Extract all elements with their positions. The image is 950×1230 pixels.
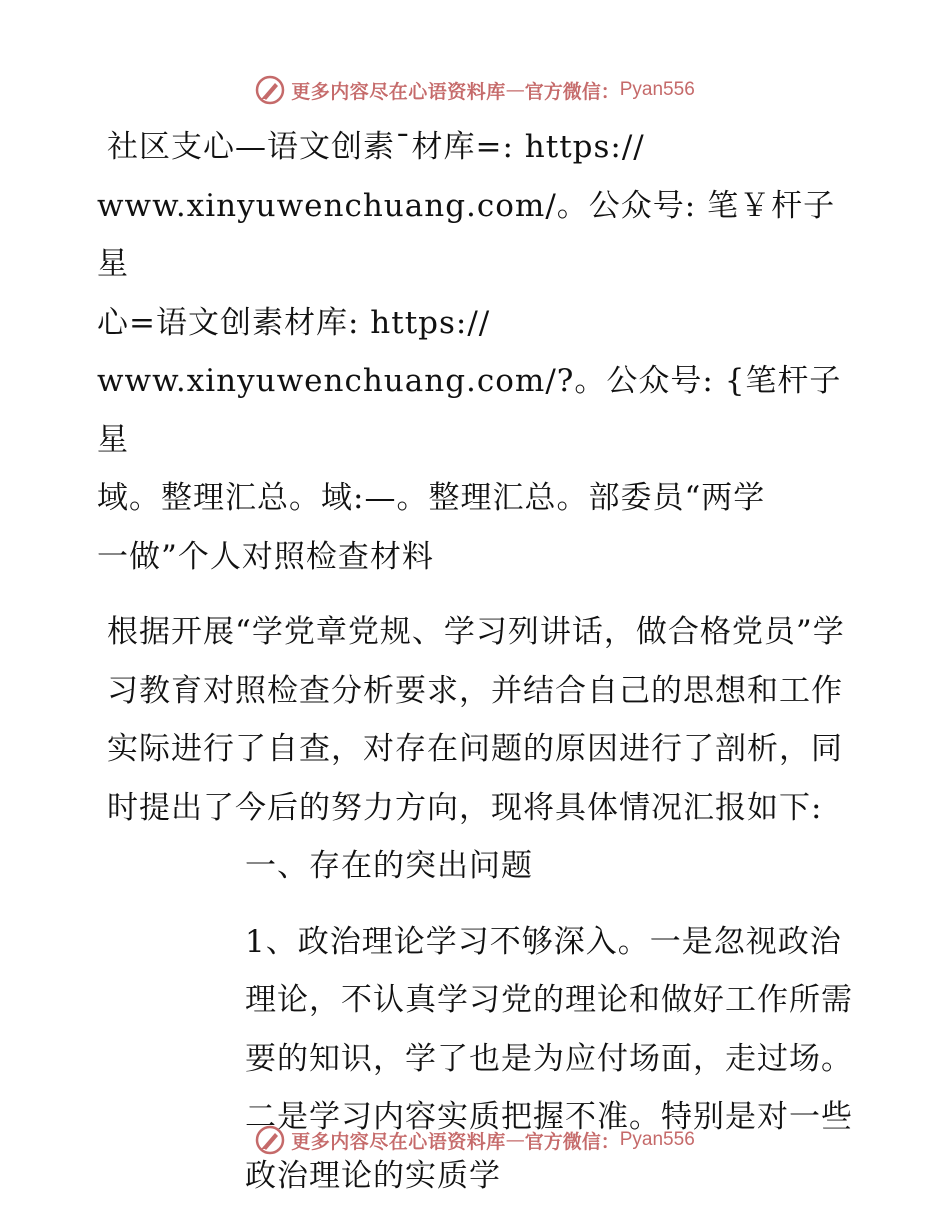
banner-separator: —	[505, 1129, 525, 1151]
intro-paragraph: 根据开展“学党章党规、学习列讲话，做合格党员”学习教育对照检查分析要求，并结合自己的思想和工作实际进行了自查，对存在问题的原因进行了剖析，同时提出了今后的努力方向，现将具体情况汇报如下:	[107, 614, 845, 826]
banner-wechat-id: Pyan556	[619, 1129, 695, 1150]
header-line-2: www.xinyuwenchuang.com/。公众号: 笔￥杆子星	[97, 187, 836, 282]
banner-wechat-label: 官方微信：	[524, 1130, 620, 1153]
pen-logo-icon	[255, 75, 285, 105]
bottom-watermark-banner	[0, 1120, 950, 1160]
pen-logo-icon	[255, 1125, 285, 1155]
item-1-paragraph: 1、政治理论学习不够深入。一是忽视政治理论，不认真学习党的理论和做好工作所需要的知识，学了也是为应付场面，走过场。二是学习内容实质把握不准。特别是对一些政治理论的实质学	[245, 923, 853, 1194]
header-line-3: 心=语文创素材库: https://	[97, 304, 491, 341]
top-watermark-banner	[0, 70, 950, 110]
header-line-6: 一做”个人对照检查材料	[97, 538, 434, 575]
banner-separator: —	[505, 79, 525, 101]
banner-wechat-id: Pyan556	[619, 79, 695, 100]
banner-main-text: 更多内容尽在心语资料库	[291, 80, 506, 103]
document-body	[97, 118, 857, 1205]
header-line-4: www.xinyuwenchuang.com/?。公众号: {笔杆子星	[97, 363, 842, 458]
header-line-1: 社区支心—语文创素¯材库=: https://	[107, 129, 645, 165]
banner-wechat-label: 官方微信：	[524, 80, 620, 103]
section-heading: 一、存在的突出问题	[245, 848, 533, 884]
header-line-5: 域。整理汇总。域:—。整理汇总。部委员“两学	[97, 480, 766, 516]
banner-main-text: 更多内容尽在心语资料库	[291, 1130, 506, 1153]
